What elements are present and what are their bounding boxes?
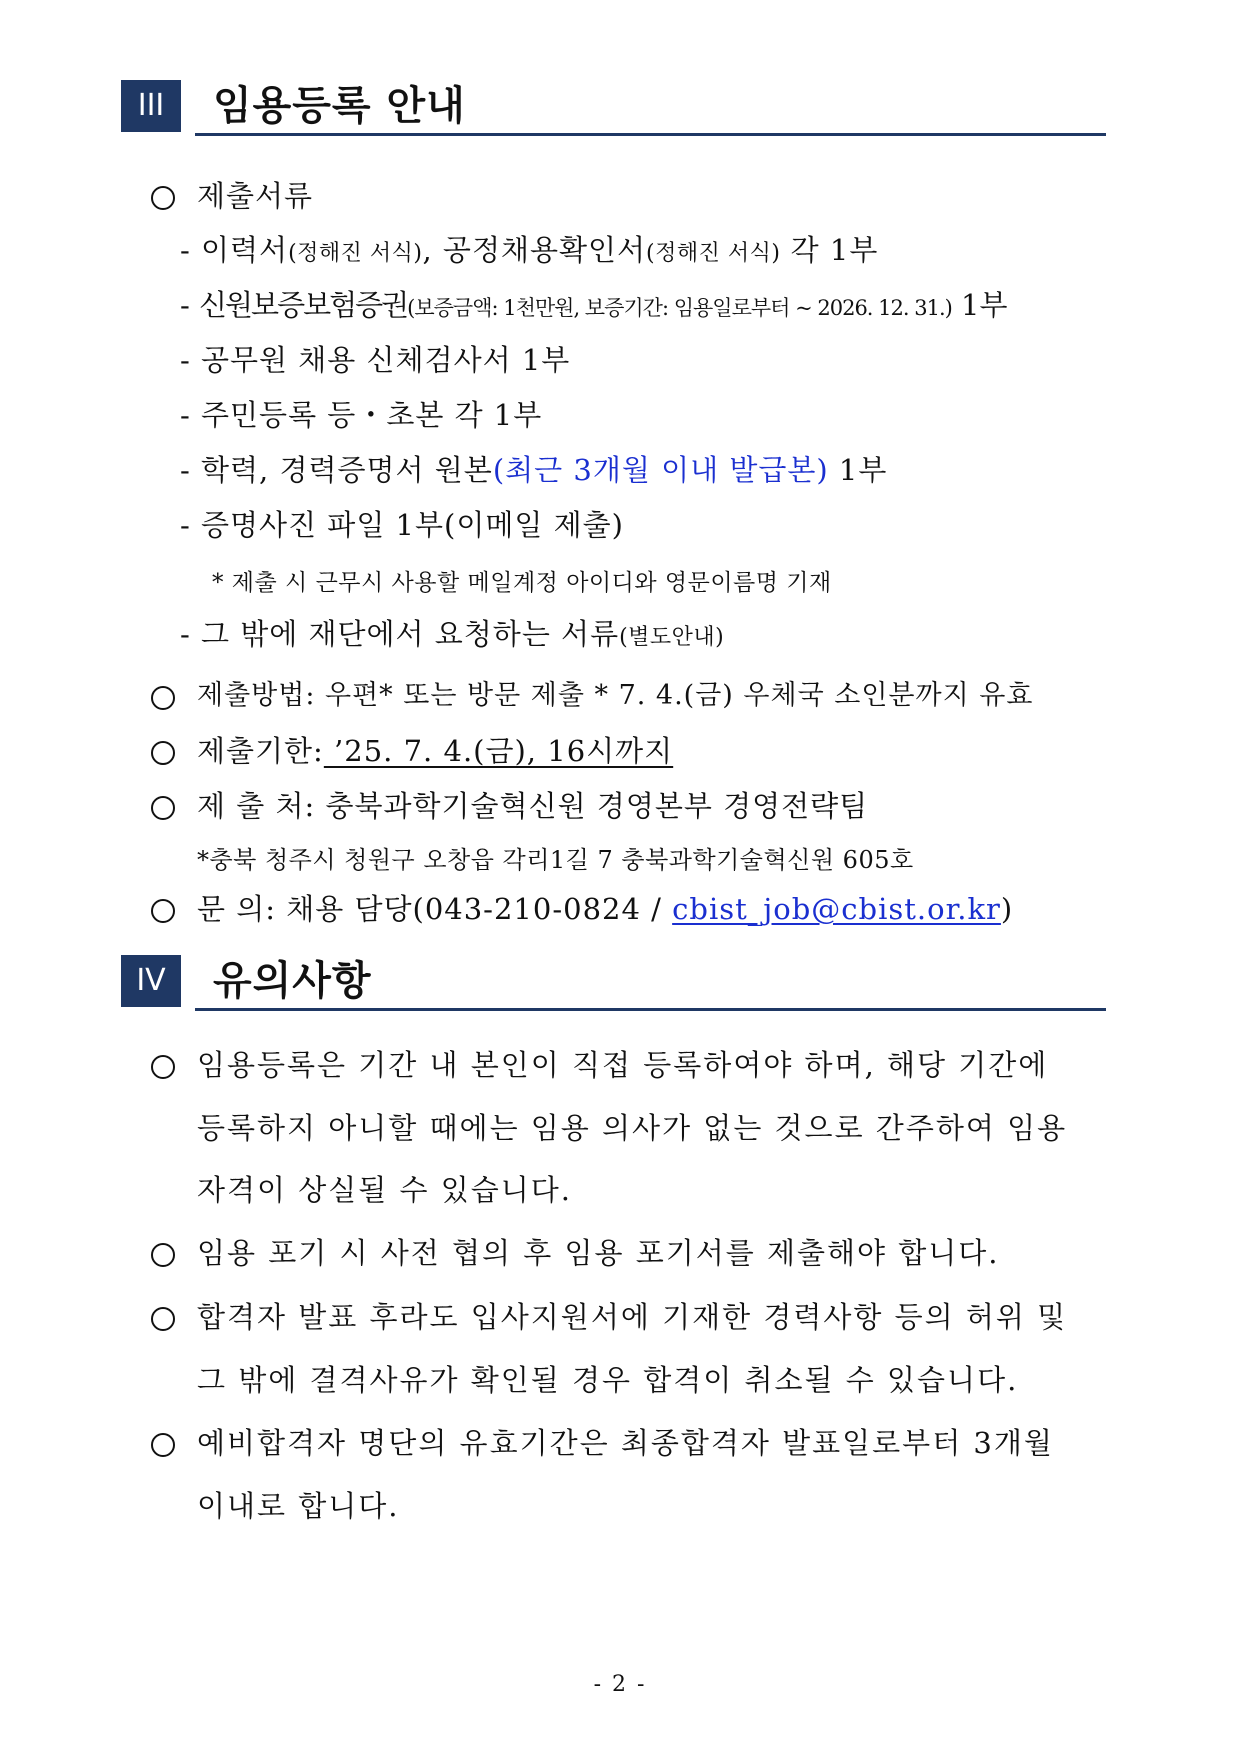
doc-item-other: - 그 밖에 재단에서 요청하는 서류(별도안내) xyxy=(180,617,725,651)
doc-item-resume: - 이력서(정해진 서식), 공정채용확인서(정해진 서식) 각 1부 xyxy=(180,233,879,267)
notice-registration-l1: 임용등록은 기간 내 본인이 직접 등록하여야 하며, 해당 기간에 xyxy=(197,1048,1049,1082)
section-4-rule xyxy=(195,1008,1106,1011)
bullet-circle-icon xyxy=(151,1243,175,1267)
bullet-circle-icon xyxy=(151,186,175,210)
page-number: - 2 - xyxy=(593,1672,647,1697)
bullet-circle-icon xyxy=(151,1433,175,1457)
bullet-circle-icon xyxy=(151,796,175,820)
notice-registration-l3: 자격이 상실될 수 있습니다. xyxy=(197,1173,573,1207)
bullet-circle-icon xyxy=(151,741,175,765)
notice-reserve-l2: 이내로 합니다. xyxy=(197,1489,400,1523)
bullet-circle-icon xyxy=(151,1055,175,1079)
section-4-number: IV xyxy=(121,955,181,1007)
section-3-number: III xyxy=(121,80,181,132)
doc-item-health-check: - 공무원 채용 신체검사서 1부 xyxy=(180,343,571,377)
section-3-header xyxy=(121,80,1106,138)
notice-withdrawal: 임용 포기 시 사전 협의 후 임용 포기서를 제출해야 합니다. xyxy=(197,1236,1000,1270)
bullet-circle-icon xyxy=(151,899,175,923)
submission-address: *충북 청주시 청원구 오창읍 각리1길 7 충북과학기술혁신원 605호 xyxy=(197,846,914,874)
notice-false-info-l2: 그 밖에 결격사유가 확인될 경우 합격이 취소될 수 있습니다. xyxy=(197,1363,1019,1397)
docs-heading: 제출서류 xyxy=(197,179,314,213)
notice-registration-l2: 등록하지 아니할 때에는 임용 의사가 없는 것으로 간주하여 임용 xyxy=(197,1111,1068,1145)
bullet-circle-icon xyxy=(151,686,175,710)
section-3-title: 임용등록 안내 xyxy=(213,83,466,129)
doc-item-bond: - 신원보증보험증권(보증금액: 1천만원, 보증기간: 임용일로부터 ~ 2026. 12. 31.) 1부 xyxy=(180,288,1008,322)
section-3-rule xyxy=(195,133,1106,136)
bullet-circle-icon xyxy=(151,1307,175,1331)
contact-email-link[interactable]: cbist_job@cbist.or.kr xyxy=(672,892,1001,926)
notice-reserve-l1: 예비합격자 명단의 유효기간은 최종합격자 발표일로부터 3개월 xyxy=(197,1426,1054,1460)
doc-item-resident-register: - 주민등록 등・초본 각 1부 xyxy=(180,398,543,432)
notice-false-info-l1: 합격자 발표 후라도 입사지원서에 기재한 경력사항 등의 허위 및 xyxy=(197,1300,1068,1334)
doc-item-certificates: - 학력, 경력증명서 원본(최근 3개월 이내 발급본) 1부 xyxy=(180,453,888,487)
submission-place: 제 출 처: 충북과학기술혁신원 경영본부 경영전략팀 xyxy=(197,789,869,823)
section-4-title: 유의사항 xyxy=(213,958,372,1004)
submission-method: 제출방법: 우편* 또는 방문 제출 * 7. 4.(금) 우체국 소인분까지 유효 xyxy=(197,680,1034,711)
doc-item-photo: - 증명사진 파일 1부(이메일 제출) xyxy=(180,508,624,542)
photo-note: * 제출 시 근무시 사용할 메일계정 아이디와 영문이름명 기재 xyxy=(212,570,832,596)
contact-info: 문 의: 채용 담당(043-210-0824 / cbist_job@cbist.or.kr) xyxy=(197,892,1014,926)
section-4-header xyxy=(121,955,1106,1013)
submission-deadline: 제출기한: ’25. 7. 4.(금), 16시까지 xyxy=(197,734,674,768)
